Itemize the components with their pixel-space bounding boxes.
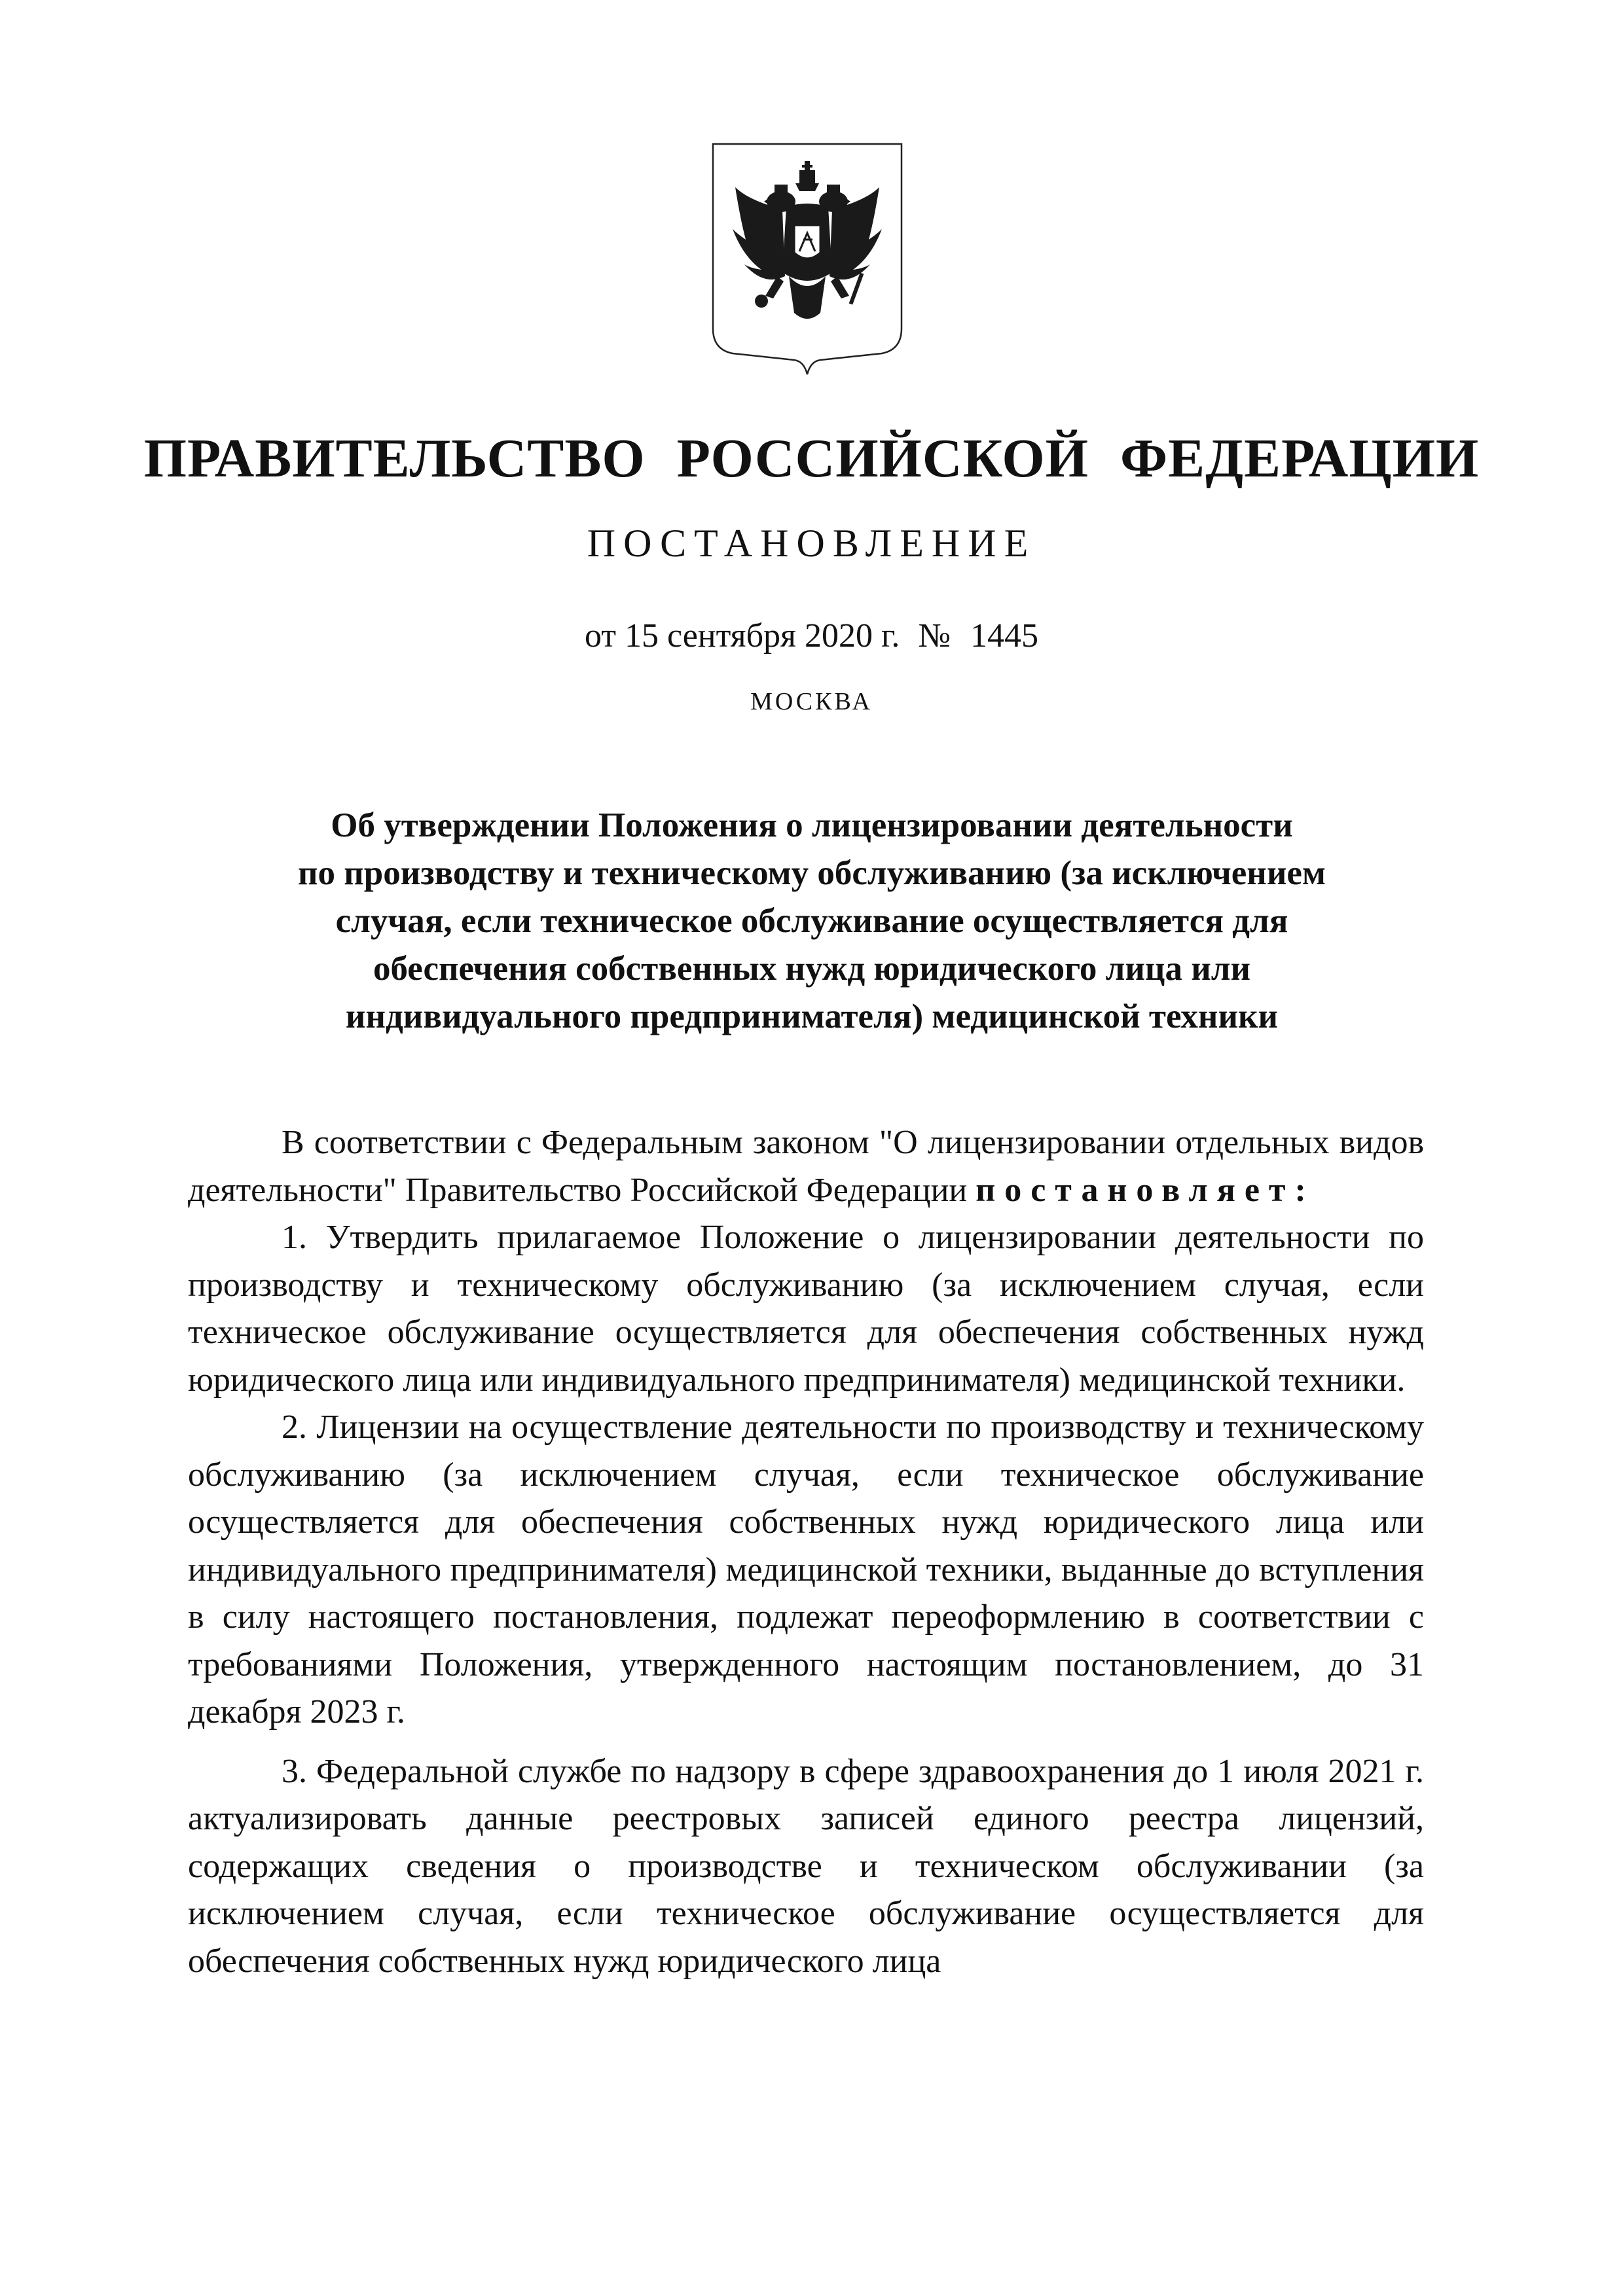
number-sign: № — [918, 617, 951, 655]
subject-line: по производству и техническому обслуживанию (за исключением — [297, 854, 1326, 892]
resolves-keyword: постановляет: — [976, 1171, 1315, 1209]
subject-line: индивидуального предпринимателя) медицинской техники — [345, 997, 1279, 1035]
document-type: ПОСТАНОВЛЕНИЕ — [587, 522, 1036, 565]
double-headed-eagle-icon — [709, 141, 905, 377]
intro-paragraph — [188, 1119, 1424, 1214]
subject-line: обеспечения собственных нужд юридического лица или — [373, 950, 1251, 988]
organization-title: ПРАВИТЕЛЬСТВО РОССИЙСКОЙ ФЕДЕРАЦИИ — [143, 428, 1480, 489]
document-number: 1445 — [970, 617, 1039, 655]
date-line — [0, 617, 1623, 655]
item-paragraph: 2. Лицензии на осуществление деятельности по производству и техническому обслуживанию (за исключением случая, если техническое обслуживание осуществляется для обеспечения собственных нужд юридического лица или индивидуального предпринимателя) медицинской техники, выданные до вступления в силу настоящего постановления, подлежат переоформлению в соответствии с требованиями Положения, утвержденного настоящим постановлением, до 31 декабря 2023 г. — [188, 1408, 1424, 1731]
intro-text: В соответствии с Федеральным законом "О лицензировании отдельных видов деятельности" Правительство Российской Федерации — [188, 1124, 1424, 1209]
subject-line: Об утверждении Положения о лицензировании деятельности — [331, 806, 1293, 844]
item-paragraph: 1. Утвердить прилагаемое Положение о лицензировании деятельности по производству и техническому обслуживанию (за исключением случая, если техническое обслуживание осуществляется для обеспечения собственных нужд юридического лица или индивидуального предпринимателя) медицинской техники. — [188, 1219, 1424, 1399]
document-date: от 15 сентября 2020 г. — [584, 617, 900, 655]
coat-of-arms-emblem — [709, 141, 905, 377]
city: МОСКВА — [750, 688, 873, 715]
item-paragraph: 3. Федеральной службе по надзору в сфере здравоохранения до 1 июля 2021 г. актуализировать данные реестровых записей единого реестра лицензий, содержащих сведения о производстве и техническом обслуживании (за исключением случая, если техническое обслуживание осуществляется для обеспечения собственных нужд юридического лица — [188, 1752, 1424, 1980]
document-subject — [196, 802, 1427, 1041]
subject-line: случая, если техническое обслуживание осуществляется для — [335, 902, 1288, 940]
document-body — [188, 1119, 1424, 1985]
